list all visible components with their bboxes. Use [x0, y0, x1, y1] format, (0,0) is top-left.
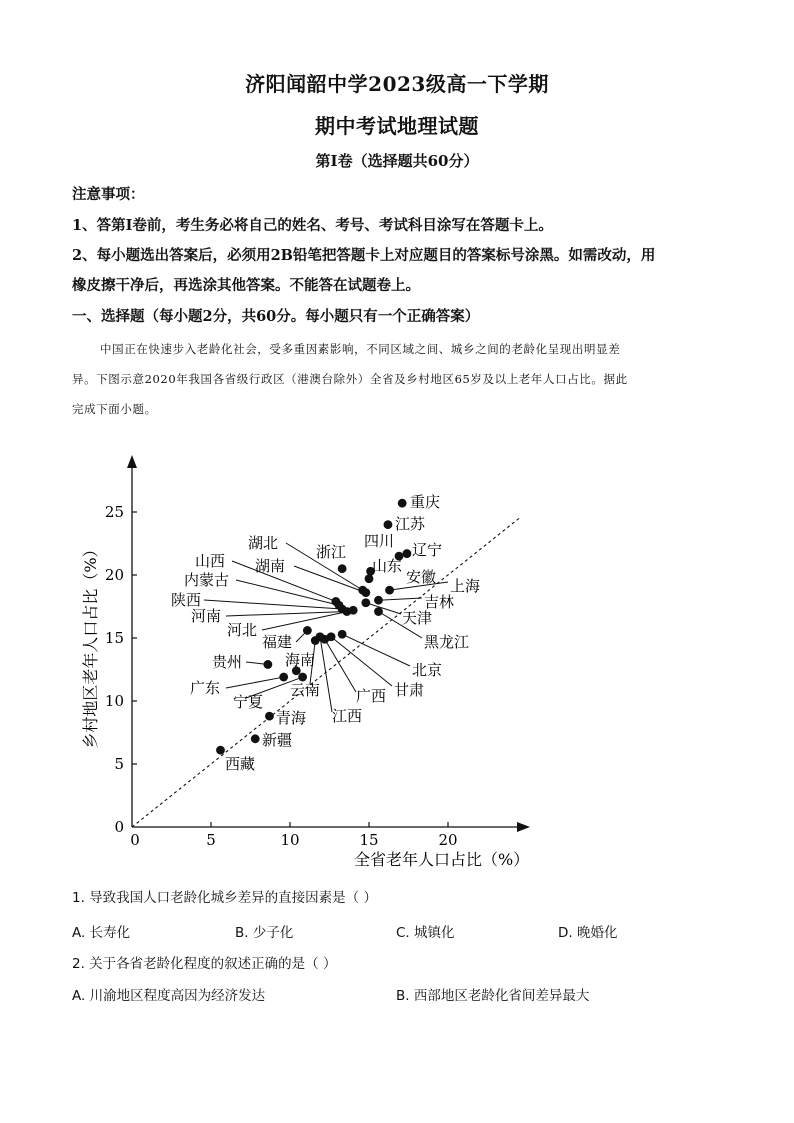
data-point [374, 607, 383, 616]
question-2-stem: 2. 关于各省老龄化程度的叙述正确的是（ ） [72, 956, 337, 972]
x-tick-label: 15 [359, 831, 379, 849]
y-tick-label: 15 [104, 629, 124, 647]
leader-line [325, 639, 356, 692]
point-label: 陕西 [171, 591, 202, 609]
leader-line [236, 580, 339, 605]
leader-line [226, 677, 284, 688]
notes-item-1: 1、答第Ⅰ卷前，考生务必将自己的姓名、考号、考试科目涂写在答题卡上。 [72, 217, 553, 234]
point-label: 青海 [276, 709, 307, 727]
data-point [403, 549, 412, 558]
notes-item-2-line-2: 橡皮擦干净后，再选涂其他答案。不能答在试题卷上。 [72, 277, 420, 294]
point-label: 黑龙江 [424, 633, 470, 651]
notes-heading: 注意事项： [72, 186, 145, 203]
y-tick-label: 10 [104, 692, 124, 710]
data-point [338, 630, 347, 639]
y-tick-label: 25 [104, 503, 124, 521]
reference-line [132, 517, 521, 827]
section-heading: 第Ⅰ卷（选择题共60分） [315, 152, 479, 170]
data-point [265, 712, 274, 721]
data-point [384, 520, 393, 529]
intro-line-2: 异。下图示意2020年我国各省级行政区（港澳台除外）全省及乡村地区65岁及以上老年人口占比。据此 [72, 372, 628, 386]
point-label: 北京 [412, 661, 443, 679]
point-label: 贵州 [212, 653, 243, 671]
q1-option-b[interactable]: B. 少子化 [235, 925, 294, 941]
point-label: 湖南 [255, 557, 286, 575]
part-one-heading: 一、选择题（每小题2分，共60分。每小题只有一个正确答案） [72, 308, 480, 325]
point-label: 宁夏 [233, 693, 264, 711]
point-label: 内蒙古 [184, 571, 230, 589]
point-label: 甘肃 [394, 681, 425, 699]
y-tick-label: 0 [114, 818, 124, 836]
point-label: 河北 [227, 621, 258, 639]
point-label: 海南 [285, 651, 316, 669]
point-label: 上海 [450, 577, 481, 595]
leader-line [378, 598, 422, 600]
data-point [349, 606, 358, 615]
point-label: 安徽 [406, 568, 437, 586]
data-point [311, 636, 320, 645]
y-axis-arrow [127, 455, 137, 468]
point-label: 湖北 [248, 534, 279, 552]
point-label: 云南 [290, 681, 321, 699]
point-label: 四川 [364, 532, 395, 550]
point-label: 广西 [356, 687, 387, 705]
q1-option-c[interactable]: C. 城镇化 [396, 925, 455, 941]
x-tick-label: 0 [130, 831, 140, 849]
x-tick-label: 10 [280, 831, 300, 849]
point-label: 山东 [372, 557, 403, 575]
x-tick-label: 5 [206, 831, 216, 849]
data-point [338, 564, 347, 573]
point-label: 广东 [190, 679, 221, 697]
intro-line-1: 中国正在快速步入老龄化社会，受多重因素影响，不同区域之间、城乡之间的老龄化呈现出明显差 [100, 342, 621, 356]
data-point [365, 574, 374, 583]
x-tick-label: 20 [438, 831, 458, 849]
data-point [361, 588, 370, 597]
notes-item-2-line-1: 2、每小题选出答案后，必须用2B铅笔把答题卡上对应题目的答案标号涂黑。如需改动，用 [72, 247, 656, 264]
data-point [361, 598, 370, 607]
exam-subtitle: 期中考试地理试题 [315, 114, 479, 138]
question-1-stem: 1. 导致我国人口老龄化城乡差异的直接因素是（ ） [72, 890, 377, 906]
point-label: 吉林 [424, 593, 455, 611]
q1-option-a[interactable]: A. 长寿化 [72, 925, 131, 941]
q2-option-a[interactable]: A. 川渝地区程度高因为经济发达 [72, 988, 266, 1004]
leader-line [342, 634, 410, 666]
y-tick-label: 20 [104, 566, 124, 584]
data-point [216, 746, 225, 755]
data-point [263, 660, 272, 669]
exam-title: 济阳闻韶中学2023级高一下学期 [245, 72, 549, 96]
data-point [279, 673, 288, 682]
point-label: 江苏 [395, 515, 426, 533]
data-point [374, 596, 383, 605]
x-axis-arrow [517, 822, 530, 832]
point-label: 新疆 [262, 731, 293, 749]
leader-line [366, 603, 401, 614]
scatter-chart [0, 440, 794, 880]
data-point [398, 499, 407, 508]
x-axis-label: 全省老年人口占比（%） [354, 850, 530, 869]
q1-option-d[interactable]: D. 晚婚化 [558, 925, 618, 941]
point-label: 河南 [191, 607, 222, 625]
y-axis-label: 乡村地区老年人口占比（%） [81, 541, 100, 749]
intro-line-3: 完成下面小题。 [72, 402, 157, 416]
point-label: 天津 [402, 609, 433, 627]
data-point [251, 734, 260, 743]
point-label: 福建 [262, 633, 293, 651]
point-label: 山西 [195, 552, 226, 570]
point-label: 辽宁 [412, 541, 443, 559]
point-label: 西藏 [225, 755, 256, 773]
y-tick-label: 5 [114, 755, 124, 773]
data-point [303, 626, 312, 635]
data-point [385, 586, 394, 595]
point-label: 重庆 [410, 493, 441, 511]
q2-option-b[interactable]: B. 西部地区老龄化省间差异最大 [396, 988, 590, 1004]
point-label: 浙江 [316, 543, 347, 561]
point-label: 江西 [332, 707, 363, 725]
